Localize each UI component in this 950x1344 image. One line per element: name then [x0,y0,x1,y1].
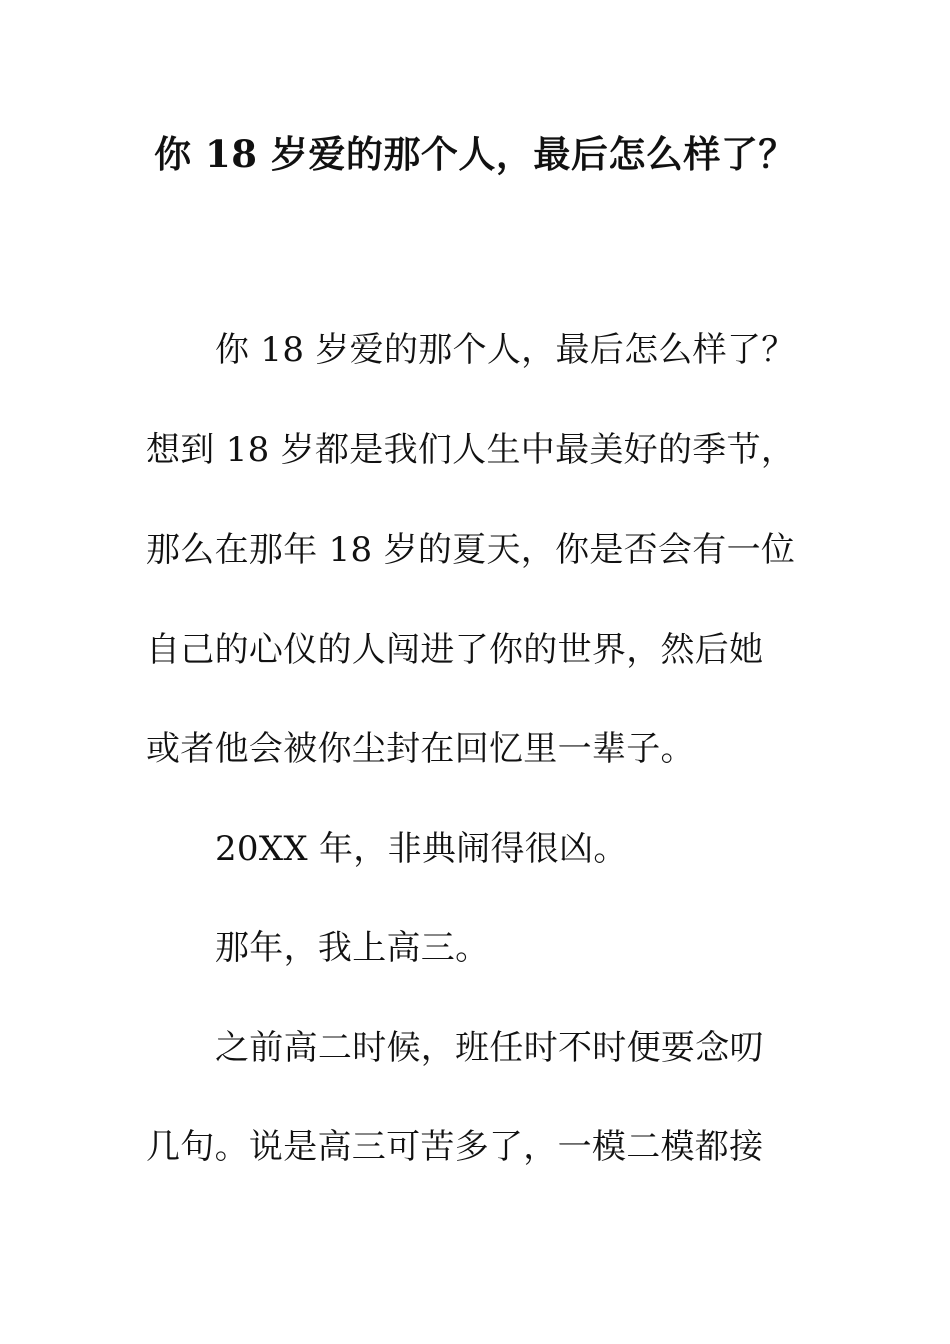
paragraph-line: 20XX 年，非典闹得很凶。 [215,829,628,869]
paragraph-line: 几句。说是高三可苦多了，一模二模都接 [146,1127,764,1167]
paragraph-line: 想到 18 岁都是我们人生中最美好的季节， [146,430,796,470]
paragraph-line: 那年，我上高三。 [215,928,490,968]
paragraph-line: 自己的心仪的人闯进了你的世界，然后她 [146,630,764,670]
paragraph-line: 之前高二时候，班任时不时便要念叨 [215,1028,764,1068]
document-title: 你 18 岁爱的那个人，最后怎么样了？ [154,132,796,176]
paragraph-line: 或者他会被你尘封在回忆里一辈子。 [146,729,695,769]
paragraph-line: 你 18 岁爱的那个人，最后怎么样了？ [215,330,796,370]
paragraph-line: 那么在那年 18 岁的夏天，你是否会有一位 [146,530,796,570]
